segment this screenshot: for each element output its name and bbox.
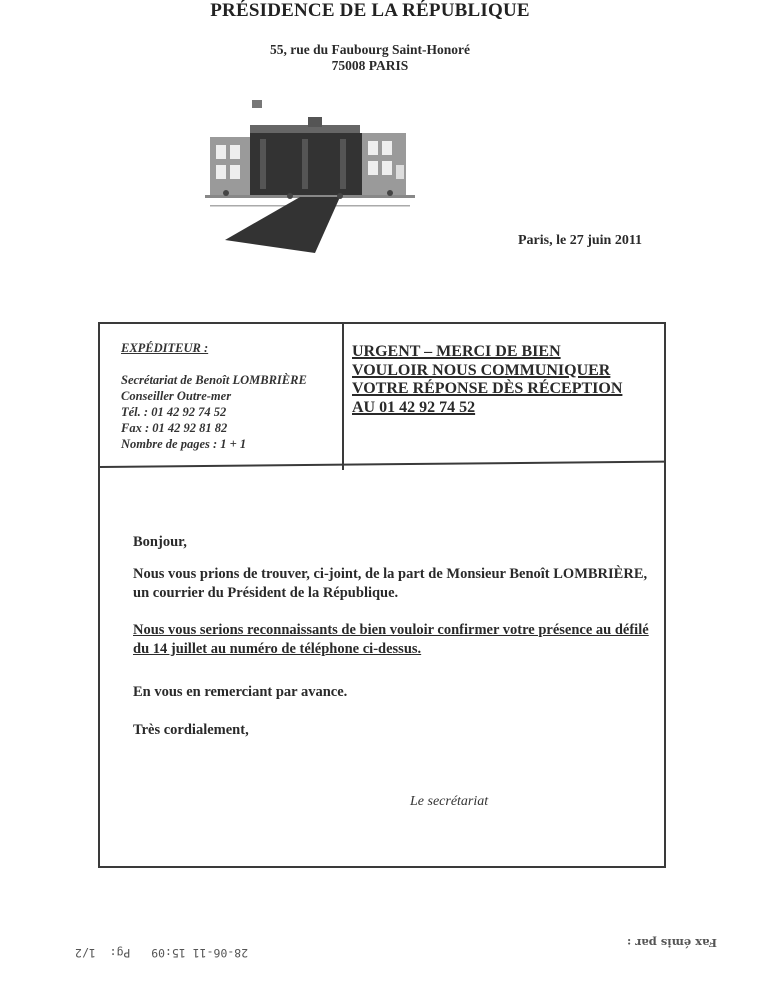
- fax-sender-label: Fax émis par :: [627, 936, 717, 950]
- letterhead-address-street: 55, rue du Faubourg Saint-Honoré: [270, 42, 470, 57]
- body-paragraph-1: Nous vous prions de trouver, ci-joint, de la part de Monsieur Benoît LOMBRIÈRE, un courrier du Président de la République.: [133, 566, 648, 601]
- sender-page-count: Nombre de pages : 1 + 1: [121, 437, 247, 451]
- letter-date: Paris, le 27 juin 2011: [518, 233, 643, 248]
- letterhead-title: PRÉSIDENCE DE LA RÉPUBLIQUE: [210, 0, 530, 21]
- fax-timestamp: 28-06-11 15:09 Pg: 1/2: [75, 946, 249, 960]
- sender-label: EXPÉDITEUR :: [121, 341, 209, 355]
- body-paragraph-2: Nous vous serions reconnaissants de bien vouloir confirmer votre présence au défilé du 14 juillet au numéro de téléphone ci-dessus.: [133, 622, 649, 657]
- greeting: Bonjour,: [133, 534, 187, 550]
- urgent-line-2: VOULOIR NOUS COMMUNIQUER: [352, 361, 611, 379]
- sender-phone: Tél. : 01 42 92 74 52: [121, 405, 227, 419]
- sender-block: [121, 340, 307, 452]
- closing: Très cordialement,: [133, 722, 249, 738]
- letterhead-address-city: 75008 PARIS: [331, 58, 409, 73]
- box-column-divider: [342, 324, 344, 470]
- elysee-palace-image: [190, 95, 425, 255]
- urgent-notice: [352, 343, 622, 417]
- body-paragraph-3: En vous en remerciant par avance.: [133, 684, 348, 700]
- sender-fax: Fax : 01 42 92 81 82: [121, 421, 228, 435]
- sender-office: Secrétariat de Benoît LOMBRIÈRE: [121, 373, 307, 387]
- sender-title: Conseiller Outre-mer: [121, 389, 232, 403]
- urgent-line-3: VOTRE RÉPONSE DÈS RÉCEPTION: [352, 380, 623, 397]
- urgent-line-1: URGENT – MERCI DE BIEN: [352, 343, 561, 360]
- urgent-line-4: AU 01 42 92 74 52: [352, 398, 476, 416]
- signature: Le secrétariat: [410, 794, 489, 809]
